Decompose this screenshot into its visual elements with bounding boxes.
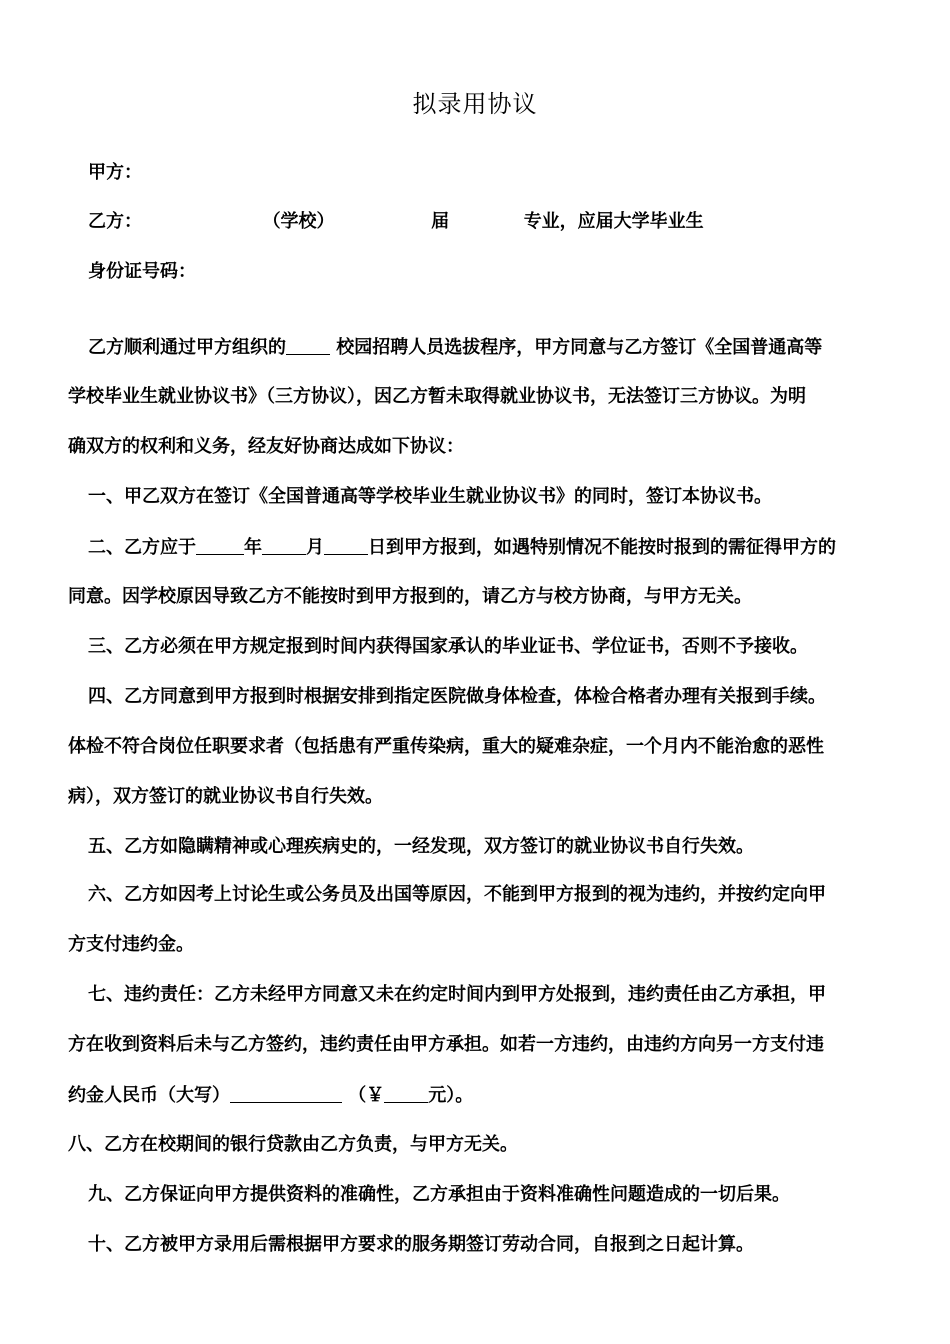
- party-b-major: 专业，应届大学毕业生: [523, 211, 704, 232]
- organizer-blank[interactable]: [286, 336, 330, 355]
- penalty-words-blank[interactable]: [230, 1084, 342, 1103]
- clause-6-line-1: 六、乙方如因考上讨论生或公务员及出国等原因，不能到甲方报到的视为违约，并按约定向甲: [88, 884, 826, 905]
- party-b-label: 乙方：: [88, 211, 142, 232]
- party-a-line: [88, 160, 908, 186]
- clause-7-text-a: 约金人民币（大写）: [68, 1085, 230, 1106]
- clause-4-line-3: 病），双方签订的就业协议书自行失效。: [68, 786, 383, 807]
- clause-2-text-b: 日到甲方报到，如遇特别情况不能按时报到的需征得甲方的: [368, 537, 836, 558]
- clause-6-line-2: 方支付违约金。: [68, 934, 194, 955]
- party-a-label: 甲方：: [88, 162, 142, 183]
- report-month-blank[interactable]: [262, 536, 306, 555]
- clause-2-year: 年: [244, 537, 262, 558]
- intro-text-1b: 校园招聘人员选拔程序，甲方同意与乙方签订《全国普通高等: [336, 337, 823, 358]
- clause-4-line-1: 四、乙方同意到甲方报到时根据安排到指定医院做身体检查，体检合格者办理有关报到手续。: [88, 686, 826, 707]
- clause-7-line-2: 方在收到资料后未与乙方签约，违约责任由甲方承担。如若一方违约，由违约方向另一方支付违: [68, 1034, 824, 1055]
- clause-1: 一、甲乙双方在签订《全国普通高等学校毕业生就业协议书》的同时，签订本协议书。: [88, 486, 772, 507]
- clause-2-text-a: 二、乙方应于: [88, 537, 196, 558]
- penalty-amount-blank[interactable]: [384, 1084, 428, 1103]
- clause-3: 三、乙方必须在甲方规定报到时间内获得国家承认的毕业证书、学位证书，否则不予接收。: [88, 636, 808, 657]
- party-b-session: 届: [431, 211, 450, 232]
- clause-4-line-2: 体检不符合岗位任职要求者（包括患有严重传染病，重大的疑难杂症，一个月内不能治愈的恶性: [68, 736, 824, 757]
- report-day-blank[interactable]: [324, 536, 368, 555]
- clause-5: 五、乙方如隐瞒精神或心理疾病史的，一经发现，双方签订的就业协议书自行失效。: [88, 836, 754, 857]
- clause-2-line-1: [88, 534, 908, 561]
- party-b-line: [88, 209, 908, 235]
- clause-10: 十、乙方被甲方录用后需根据甲方要求的服务期签订劳动合同，自报到之日起计算。: [88, 1234, 754, 1255]
- clause-7-text-c: 元）。: [428, 1085, 474, 1106]
- document-title: 拟录用协议: [412, 90, 538, 118]
- report-year-blank[interactable]: [196, 536, 244, 555]
- intro-line-1: [88, 334, 908, 361]
- clause-9: 九、乙方保证向甲方提供资料的准确性，乙方承担由于资料准确性问题造成的一切后果。: [88, 1184, 790, 1205]
- id-number-line: [88, 259, 908, 285]
- id-number-label: 身份证号码：: [88, 261, 196, 282]
- intro-text-1a: 乙方顺利通过甲方组织的: [88, 337, 286, 358]
- clause-7-text-b: （￥: [348, 1085, 385, 1106]
- clause-7-line-1: 七、违约责任：乙方未经甲方同意又未在约定时间内到甲方处报到，违约责任由乙方承担，甲: [88, 984, 826, 1005]
- clause-7-line-3: [68, 1082, 888, 1109]
- intro-line-2: 学校毕业生就业协议书》（三方协议），因乙方暂未取得就业协议书，无法签订三方协议。为明: [68, 386, 806, 407]
- intro-line-3: 确双方的权利和义务，经友好协商达成如下协议：: [68, 436, 464, 457]
- clause-2-month: 月: [306, 537, 324, 558]
- clause-2-line-2: 同意。因学校原因导致乙方不能按时到甲方报到的，请乙方与校方协商，与甲方无关。: [68, 586, 752, 607]
- party-b-school: （学校）: [262, 211, 335, 232]
- clause-8: 八、乙方在校期间的银行贷款由乙方负责，与甲方无关。: [68, 1134, 518, 1155]
